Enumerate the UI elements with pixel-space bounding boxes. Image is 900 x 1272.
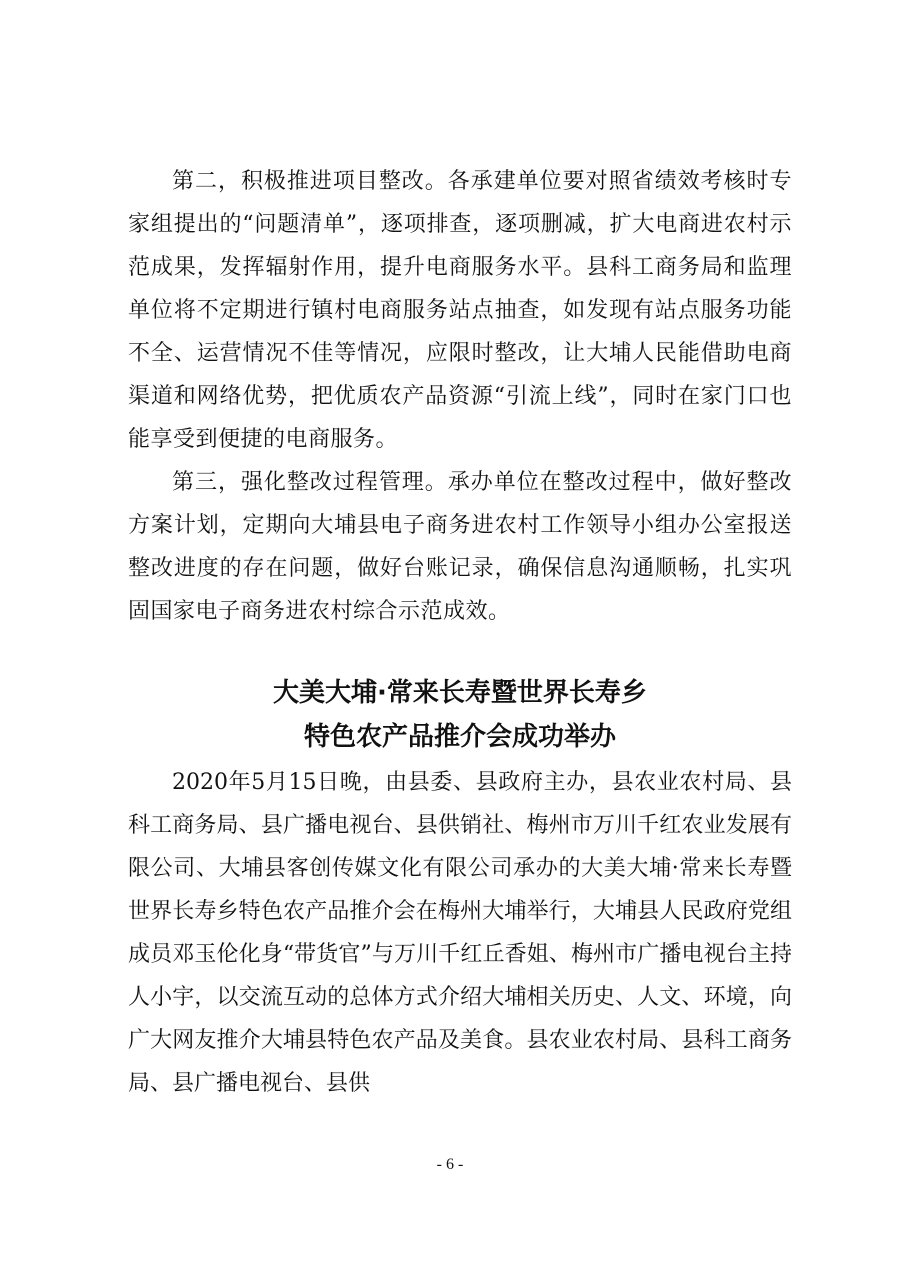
article-title-line-2: 特色农产品推介会成功举办 — [303, 722, 616, 752]
paragraph-process-management: 第三，强化整改过程管理。承办单位在整改过程中，做好整改方案计划，定期向大埔县电子商务进农村工作领导小组办公室报送整改进度的存在问题，做好台账记录，确保信息沟通顺畅，扎实巩固国家电子商务进农村综合示范成效。 — [128, 470, 792, 624]
article-body — [128, 761, 792, 1105]
page-number: - 6 - — [436, 1156, 464, 1173]
article-title-line-1: 大美大埔·常来长寿暨世界长寿乡 — [273, 678, 647, 708]
article-title — [128, 671, 792, 759]
article-paragraph: 2020年5月15日晚，由县委、县政府主办，县农业农村局、县科工商务局、县广播电视台、县供销社、梅州市万川千红农业发展有限公司、大埔县客创传媒文化有限公司承办的大美大埔·常来长寿暨世界长寿乡特色农产品推介会在梅州大埔举行，大埔县人民政府党组成员邓玉伦化身“带货官”与万川千红丘香姐、梅州市广播电视台主持人小宇，以交流互动的总体方式介绍大埔相关历史、人文、环境，向广大网友推介大埔县特色农产品及美食。县农业农村局、县科工商务局、县广播电视台、县供 — [128, 770, 792, 1096]
paragraph-project-rectification: 第二，积极推进项目整改。各承建单位要对照省绩效考核时专家组提出的“问题清单”，逐项排查，逐项删减，扩大电商进农村示范成果，发挥辐射作用，提升电商服务水平。县科工商务局和监理单位将不定期进行镇村电商服务站点抽查，如发现有站点服务功能不全、运营情况不佳等情况，应限时整改，让大埔人民能借助电商渠道和网络优势，把优质农产品资源“引流上线”，同时在家门口也能享受到便捷的电商服务。 — [128, 169, 792, 452]
page-content — [128, 160, 792, 1105]
